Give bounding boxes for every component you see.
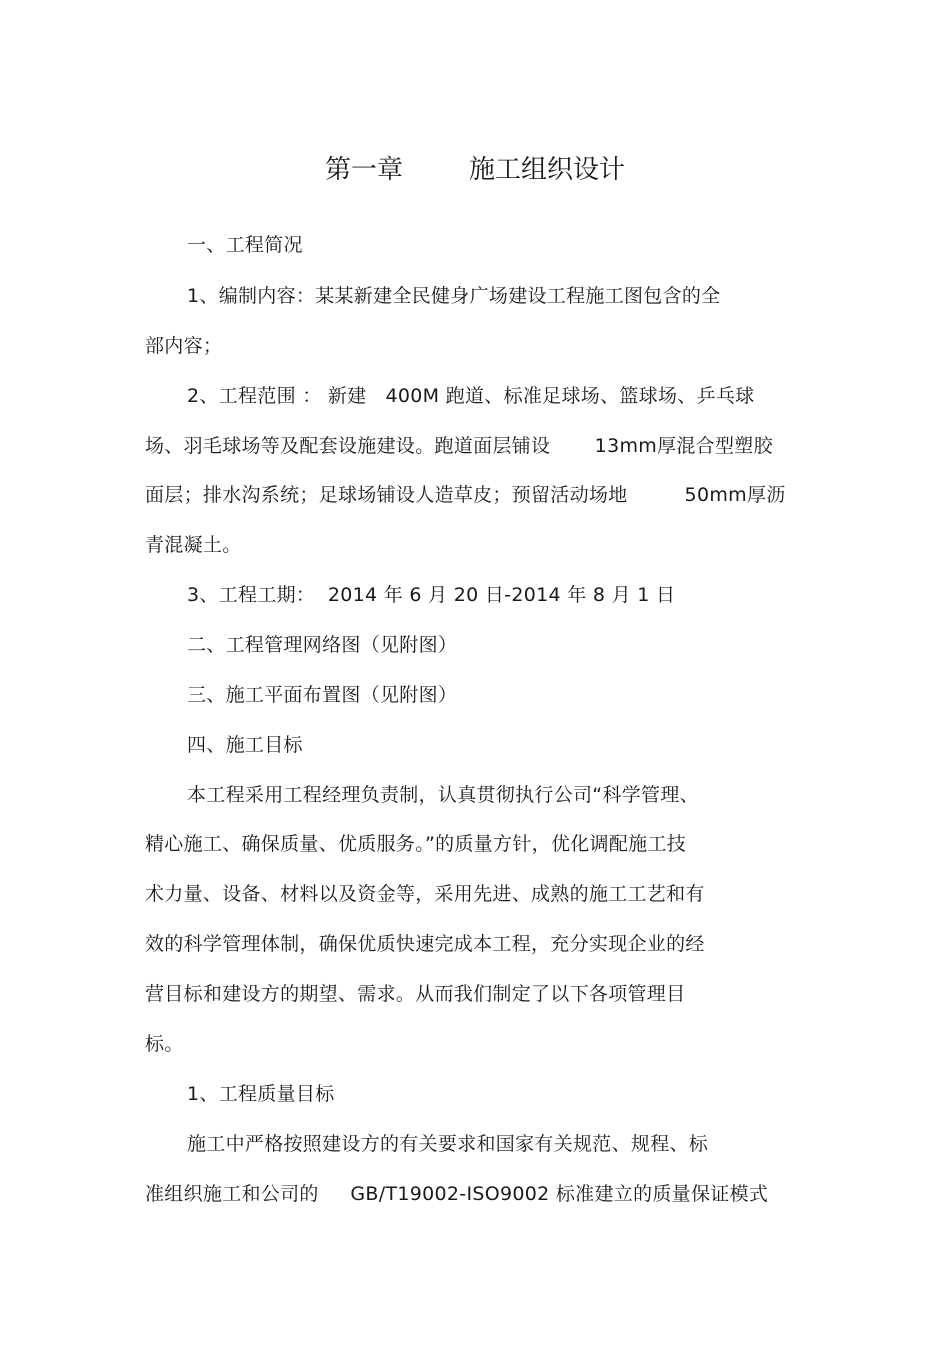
paragraph-line: 精心施工、确保质量、优质服务。”的质量方针，优化调配施工技 xyxy=(145,833,687,855)
paragraph-line: 1、编制内容：某某新建全民健身广场建设工程施工图包含的全 xyxy=(187,285,721,307)
section-heading-overview: 一、工程简况 xyxy=(187,234,303,256)
subsection-heading-quality: 1、工程质量目标 xyxy=(187,1083,335,1105)
paragraph-line: 术力量、设备、材料以及资金等，采用先进、成熟的施工工艺和有 xyxy=(145,883,705,905)
paragraph-line: 标。 xyxy=(145,1033,184,1055)
paragraph-line: 本工程采用工程经理负责制，认真贯彻执行公司“科学管理、 xyxy=(187,784,699,806)
paragraph-line: 效的科学管理体制，确保优质快速完成本工程，充分实现企业的经 xyxy=(145,933,705,955)
paragraph-line: 3、工程工期： 2014 年 6 月 20 日-2014 年 8 月 1 日 xyxy=(187,584,676,606)
paragraph-line: 准组织施工和公司的 GB/T19002-ISO9002 标准建立的质量保证模式 xyxy=(145,1183,769,1205)
paragraph-line: 场、羽毛球场等及配套设施建设。跑道面层铺设 13mm厚混合型塑胶 xyxy=(145,435,773,457)
paragraph-line: 面层；排水沟系统；足球场铺设人造草皮；预留活动场地 50mm厚沥 xyxy=(145,484,786,506)
paragraph-line: 施工中严格按照建设方的有关要求和国家有关规范、规程、标 xyxy=(187,1133,709,1155)
paragraph-line: 营目标和建设方的期望、需求。从而我们制定了以下各项管理目 xyxy=(145,983,686,1005)
paragraph-line: 2、工程范围 ： 新建 400M 跑道、标准足球场、篮球场、乒乓球 xyxy=(187,385,755,407)
paragraph-line: 部内容； xyxy=(145,335,223,357)
section-heading-goals: 四、施工目标 xyxy=(187,734,303,756)
chapter-title: 第一章 施工组织设计 xyxy=(324,155,626,185)
paragraph-line: 青混凝土。 xyxy=(145,534,242,556)
section-heading-network: 二、工程管理网络图（见附图） xyxy=(187,634,458,656)
section-heading-layout: 三、施工平面布置图（见附图） xyxy=(187,684,458,706)
